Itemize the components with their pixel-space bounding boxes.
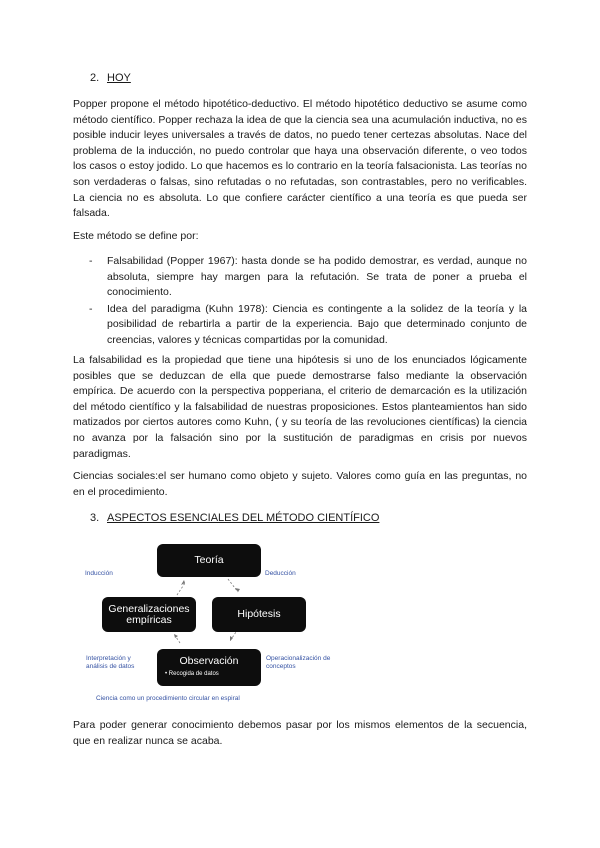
- section-2-heading: [90, 72, 131, 84]
- paragraph-conclusion: Para poder generar conocimiento debemos pasar por los mismos elementos de la secuencia, que en realizar nunca se acaba.: [73, 719, 527, 747]
- list-dash: -: [89, 255, 93, 267]
- box-hipotesis-label: Hipótesis: [237, 608, 281, 620]
- section-3-number: 3.: [90, 512, 100, 524]
- arrowhead: [235, 588, 240, 592]
- arrowhead: [174, 634, 178, 638]
- label-induccion: Inducción: [85, 570, 113, 577]
- definition-list: [73, 254, 527, 350]
- scientific-method-diagram: [80, 537, 440, 707]
- list-item-text: Idea del paradigma (Kuhn 1978): Ciencia es contingente a la solidez de la teoría y la posibilidad de rebartirla a partir de la experiencia. Bajo que determinado conjunto de creencias, valores y técnicas compartidas por la comunidad.: [107, 302, 527, 346]
- section-2-title: HOY: [107, 72, 131, 84]
- arrow-teoria-hipotesis: [228, 579, 238, 592]
- box-observacion: [157, 649, 261, 686]
- box-teoria-label: Teoría: [194, 554, 224, 566]
- list-item-falsabilidad: [73, 254, 527, 301]
- arrow-generalizaciones-teoria: [177, 583, 185, 595]
- section-2-number: 2.: [90, 72, 100, 84]
- section-3-title: ASPECTOS ESENCIALES DEL MÉTODO CIENTÍFICO: [107, 512, 380, 524]
- box-generalizaciones-label: Generalizaciones empíricas: [108, 602, 190, 626]
- box-hipotesis: [212, 597, 306, 632]
- paragraph-falsabilidad: La falsabilidad es la propiedad que tiene una hipótesis si uno de los enunciados lógicamente posibles que se deduzcan de ella que puede demostrarse falso mediante la observación empírica. De acuerdo con la perspectiva popperiana, el criterio de demarcación es la utilización del método científico y la falsabilidad de nuestras proposiciones. Estos planteamientos han sido matizados por ciertos autores como Kuhn, ( y su teoría de las revoluciones científicas) la ciencia no avanza por la falsación sino por la sustitución de paradigmas en crisis por nuevos paradigmas.: [73, 354, 527, 460]
- box-generalizaciones: [102, 597, 196, 632]
- box-observacion-sublabel: • Recogida de datos: [165, 670, 219, 677]
- diagram-caption: Ciencia como un procedimiento circular en espiral: [96, 695, 240, 702]
- paragraph-method-intro: Este método se define por:: [73, 230, 199, 242]
- list-item-text: Falsabilidad (Popper 1967): hasta donde se ha podido demostrar, es verdad, aunque no absoluta, siempre hay margen para la refutación. Se trata de poner a prueba el conocimiento.: [107, 255, 527, 299]
- paragraph-ciencias-sociales: Ciencias sociales:el ser humano como objeto y sujeto. Valores como guía en las preguntas, no en el procedimiento.: [73, 470, 527, 498]
- list-dash: -: [89, 302, 93, 315]
- list-item-paradigma: [73, 302, 527, 349]
- section-3-heading: [90, 512, 379, 524]
- label-deduccion: Deducción: [265, 570, 296, 577]
- box-teoria: [157, 544, 261, 577]
- label-interpretacion: Interpretación y análisis de datos: [86, 655, 135, 670]
- box-observacion-label: Observación: [179, 654, 239, 667]
- paragraph-popper: Popper propone el método hipotético-deductivo. El método hipotético deductivo se asume como método científico. Popper rechaza la idea de que la ciencia sea una acumulación inductiva, no es posible inducir leyes universales a través de datos, no puedo tener certezas absolutas. Nace del problema de la inducción, no puedo controlar que haya una observación diferente, o veo todos los casos o estoy jodido. Lo que hacemos es lo contrario en la teoría falsacionista. Las teorías no son verdaderas o falsas, sino refutadas o no refutadas, son contrastables, pero no verificables. La ciencia no es absoluta. Lo que confiere carácter científico a una teoría es que pueda ser falsada.: [73, 98, 527, 220]
- label-operacionalizacion: Operacionalización de conceptos: [266, 655, 331, 670]
